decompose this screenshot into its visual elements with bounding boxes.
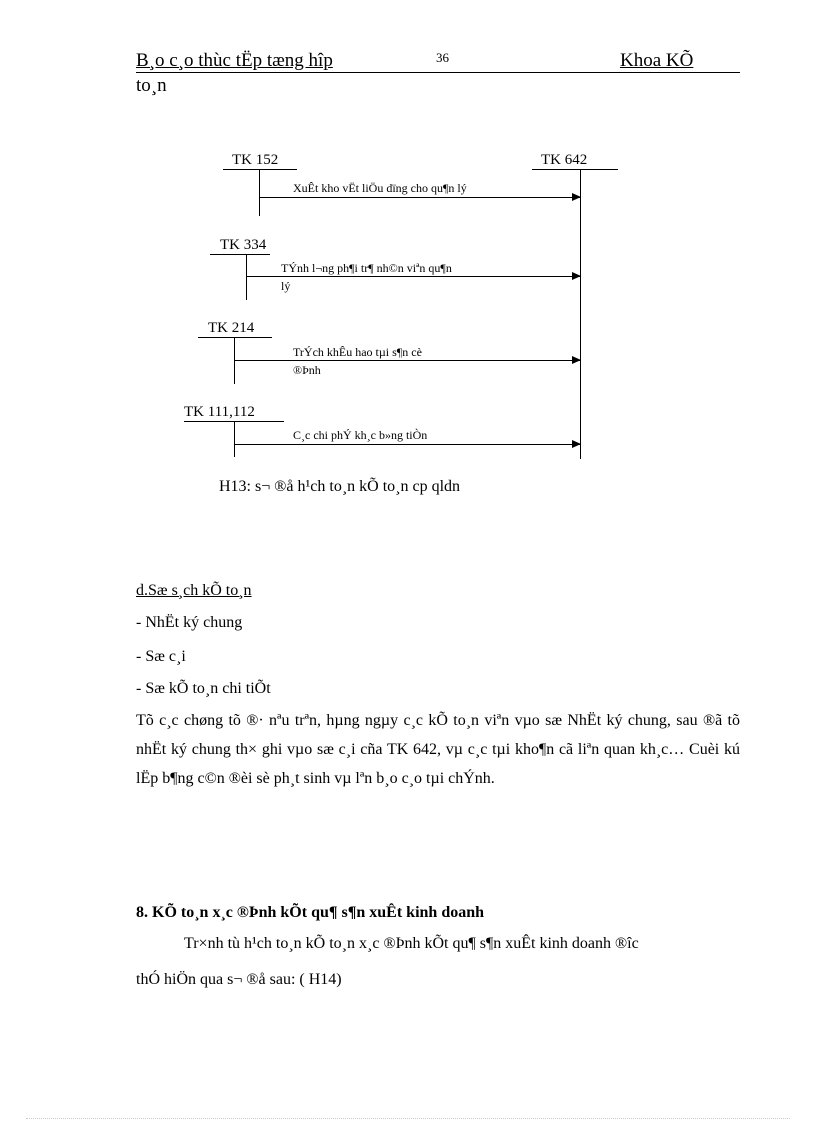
section-d-item-3: - Sæ kÕ to¸n chi tiÕt [136,680,271,697]
target-account-label: TK 642 [541,152,588,168]
header-right-title: Khoa KÕ [620,50,694,71]
section-d-heading: d.Sæ s¸ch kÕ to¸n [136,582,252,599]
account-label-111-112: TK 111,112 [184,404,255,420]
entry-description-214-cont: ®Þnh [293,363,321,377]
account-axis-334 [246,254,247,300]
page-number: 36 [436,50,449,65]
section-8-line-2: thÓ hiÖn qua s¬ ®å sau: ( H14) [136,971,342,988]
account-label-152: TK 152 [232,152,279,168]
entry-description-111-112: C¸c chi phÝ kh¸c b»ng tiÒn [293,428,428,442]
entry-arrow-214 [234,360,580,361]
target-account-underline [532,169,618,170]
header-right-title-cont: to¸n [136,75,167,96]
section-8-line-1: Tr×nh tù h¹ch to¸n kÕ to¸n x¸c ®Þnh kÕt qu¶ s¶n xuÊt kinh doanh ®îc [184,935,639,952]
section-d-item-1: - NhËt ký chung [136,614,243,631]
account-label-334: TK 334 [220,237,267,253]
account-label-214: TK 214 [208,320,255,336]
header-left-title: B¸o c¸o thùc tËp tæng hîp [136,50,333,71]
entry-description-152: XuÊt kho vËt liÖu dïng cho qu¶n lý [293,181,467,195]
page-bottom-border [26,1118,790,1119]
entry-arrow-152 [259,197,580,198]
account-axis-152 [259,169,260,216]
section-d-item-2: - Sæ c¸i [136,648,186,665]
account-underline-152 [223,169,297,170]
entry-arrow-334 [246,276,580,277]
section-d-paragraph: Tõ c¸c chøng tõ ®· nªu trªn, hµng ngµy c¸c kÕ to¸n viªn vµo sæ NhËt ký chung, sau ®ã tõ nhËt ký chung th× ghi vµo sæ c¸i cña TK 642, vµ c¸c tµi kho¶n cã liªn quan kh¸c… Cuèi kú lËp b¶ng c©n ®èi sè ph¸t sinh vµ lªn b¸o c¸o tµi chÝnh. [136,712,740,787]
account-underline-214 [198,337,272,338]
entry-description-334: TÝnh l¬ng ph¶i tr¶ nh©n viªn qu¶n [281,261,452,275]
entry-description-214: TrÝch khÊu hao tµi s¶n cè [293,345,422,359]
target-account-axis [580,169,581,459]
account-underline-334 [210,254,270,255]
entry-description-334-cont: lý [281,279,291,293]
account-axis-111-112 [234,421,235,457]
diagram-caption: H13: s¬ ®å h¹ch to¸n kÕ to¸n cp qldn [219,478,461,495]
section-8-heading: 8. KÕ to¸n x¸c ®Þnh kÕt qu¶ s¶n xuÊt kinh doanh [136,904,485,921]
header-rule [136,72,740,73]
entry-arrow-111-112 [234,444,580,445]
